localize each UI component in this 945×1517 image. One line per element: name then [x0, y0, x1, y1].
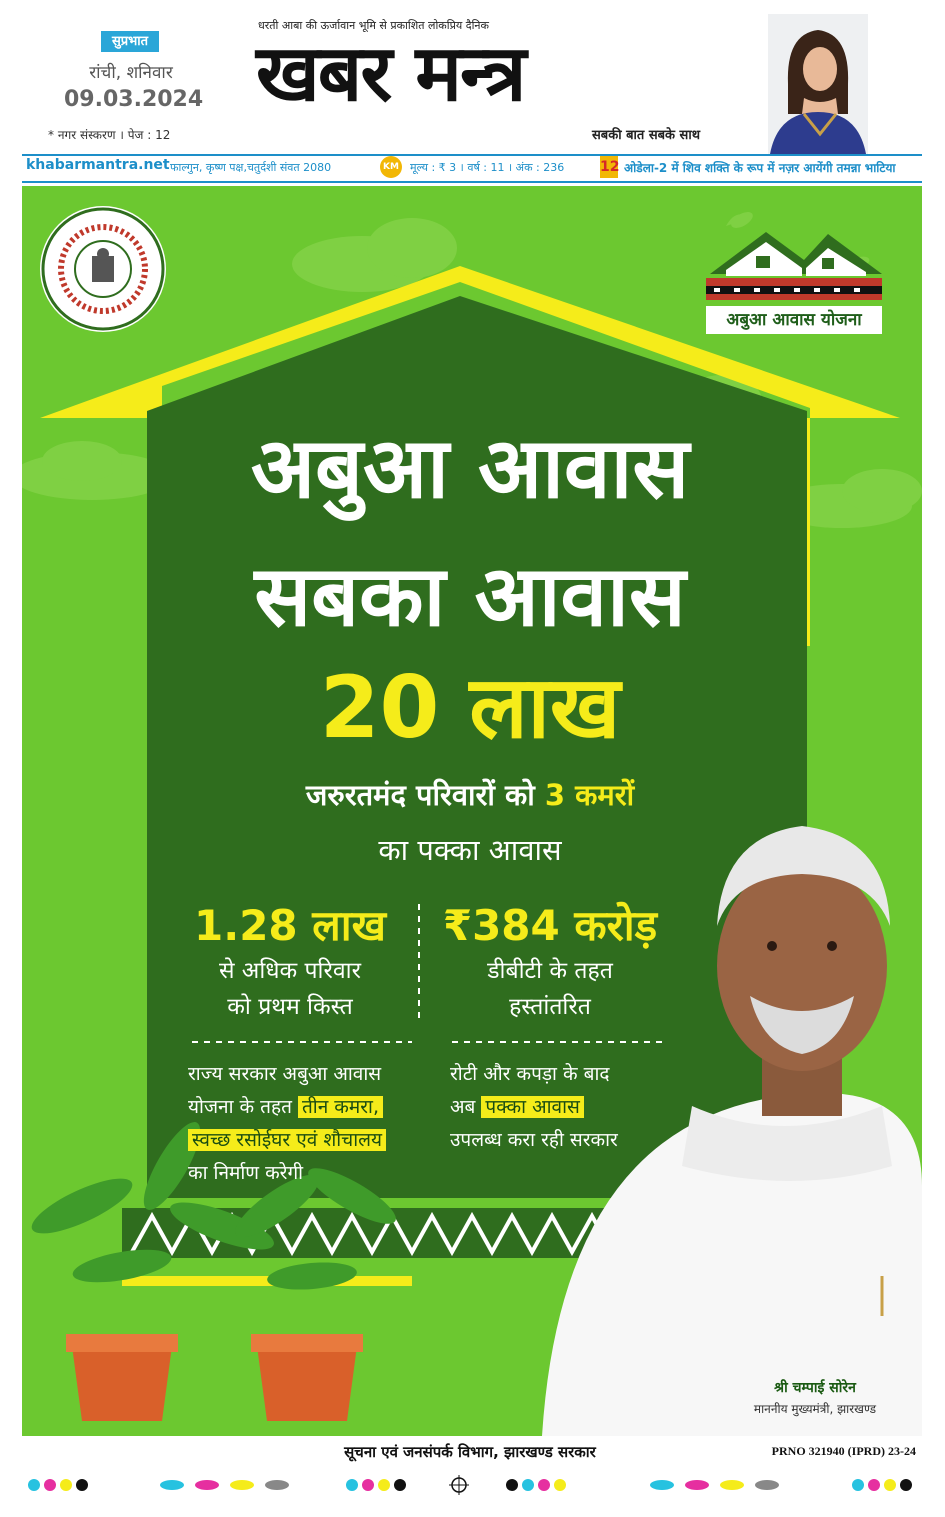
print-registration-marks	[22, 1474, 922, 1496]
stat-right-line-2: हस्तांतरित	[509, 994, 591, 1020]
scheme-logo-label: अबुआ आवास योजना	[706, 306, 882, 334]
subheadline-line-1	[180, 775, 760, 814]
note-right-highlight: पक्का आवास	[481, 1096, 583, 1118]
stat-left-line-2: को प्रथम किस्त	[227, 994, 353, 1020]
website-link[interactable]: khabarmantra.net	[26, 157, 170, 173]
km-logo-icon: KM	[380, 156, 402, 178]
note-left-line-3	[188, 1124, 428, 1157]
stat-right	[440, 896, 660, 1025]
headline-line-2: सबका आवास	[254, 547, 686, 645]
note-left-line-1: राज्य सरकार अबुआ आवास	[188, 1063, 382, 1085]
department-credit: सूचना एवं जनसंपर्क विभाग, झारखण्ड सरकार	[344, 1443, 596, 1461]
note-left-line-4: का निर्माण करेगी	[188, 1162, 304, 1184]
strip-price-meta: मूल्य : ₹ 3 । वर्ष : 11 । अंक : 236	[410, 161, 565, 174]
edition-page: * नगर संस्करण । पेज : 12	[48, 128, 171, 142]
stat-left	[180, 896, 400, 1025]
big-number: 20 लाख	[319, 658, 621, 758]
note-left-highlight-1: तीन कमरा,	[298, 1096, 383, 1118]
note-left-highlight-2: स्वच्छ रसोईघर एवं शौचालय	[188, 1129, 386, 1151]
subheadline-highlight: 3 कमरों	[544, 778, 635, 812]
newspaper-title: खबर मन्त्र	[256, 29, 525, 119]
subheadline-part-a: जरुरतमंद परिवारों को	[305, 778, 545, 812]
headline-line-1: अबुआ आवास	[250, 419, 690, 517]
masthead-tagline-bottom: सबकी बात सबके साथ	[592, 128, 700, 143]
note-left-line-2-text: योजना के तहत	[188, 1096, 298, 1118]
note-left	[188, 1058, 428, 1190]
pr-number: PRNO 321940 (IPRD) 23-24	[771, 1444, 916, 1458]
note-right-line-1: रोटी और कपड़ा के बाद	[450, 1063, 610, 1085]
issue-date: 09.03.2024	[64, 87, 204, 112]
cm-name: श्री चम्पाई सोरेन	[774, 1380, 856, 1396]
ad-headline	[140, 404, 800, 660]
subheadline-line-2: का पक्का आवास	[378, 833, 562, 867]
cm-title: माननीय मुख्यमंत्री, झारखण्ड	[753, 1402, 877, 1416]
note-right-line-2-text: अब	[450, 1096, 482, 1118]
stat-right-line-1: डीबीटी के तहत	[487, 958, 613, 984]
strip-page-number: 12	[600, 156, 618, 178]
stat-left-line-1: से अधिक परिवार	[218, 958, 362, 984]
note-right	[450, 1058, 660, 1157]
stat-left-value: 1.28 लाख	[194, 901, 386, 950]
note-right-line-3: उपलब्ध करा रही सरकार	[450, 1129, 618, 1151]
note-left-line-2	[188, 1091, 428, 1124]
stat-right-value: ₹384 करोड़	[442, 901, 658, 950]
edition-badge: सुप्रभात	[101, 31, 159, 52]
strip-headline[interactable]: ओडेला-2 में शिव शक्ति के रूप में नज़र आयेंगी तमन्ना भाटिया	[624, 161, 896, 175]
city-day: रांची, शनिवार	[89, 63, 173, 83]
jharkhand-government-seal-icon	[40, 206, 166, 332]
actress-photo	[768, 14, 868, 154]
note-right-line-2	[450, 1091, 660, 1124]
strip-calendar: फाल्गुन, कृष्ण पक्ष,चतुर्दशी संवत 2080	[170, 161, 332, 174]
masthead-tagline-top: धरती आबा की ऊर्जावान भूमि से प्रकाशित लोकप्रिय दैनिक	[258, 19, 489, 32]
